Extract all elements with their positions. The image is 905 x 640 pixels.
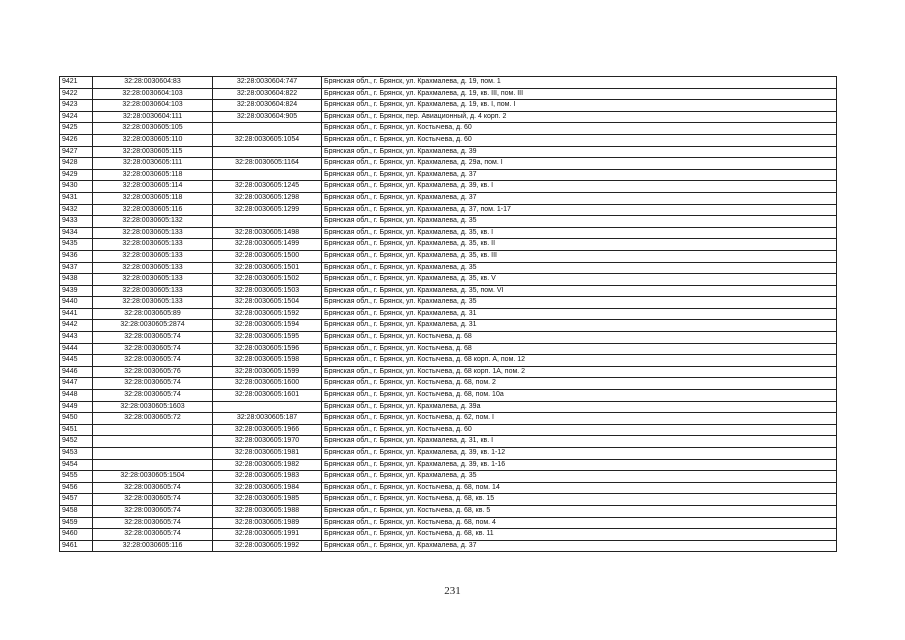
row-number-cell: 9457 xyxy=(60,494,93,506)
parcel-cadastral-number-cell: 32:28:0030605:133 xyxy=(93,297,213,309)
cadastral-registry-table xyxy=(59,76,837,552)
object-cadastral-number-cell: 32:28:0030605:1245 xyxy=(213,181,322,193)
table-row xyxy=(60,239,837,251)
address-cell: Брянская обл., г. Брянск, ул. Крахмалева, д. 37, пом. 1-17 xyxy=(322,204,837,216)
row-number-cell: 9438 xyxy=(60,274,93,286)
row-number-cell: 9437 xyxy=(60,262,93,274)
table-row xyxy=(60,482,837,494)
parcel-cadastral-number-cell: 32:28:0030605:89 xyxy=(93,308,213,320)
parcel-cadastral-number-cell: 32:28:0030605:74 xyxy=(93,390,213,402)
table-row xyxy=(60,100,837,112)
table-row xyxy=(60,285,837,297)
table-row xyxy=(60,355,837,367)
object-cadastral-number-cell: 32:28:0030605:1600 xyxy=(213,378,322,390)
parcel-cadastral-number-cell: 32:28:0030605:133 xyxy=(93,239,213,251)
table-row xyxy=(60,146,837,158)
row-number-cell: 9442 xyxy=(60,320,93,332)
address-cell: Брянская обл., г. Брянск, ул. Крахмалева, д. 31, кв. I xyxy=(322,436,837,448)
address-cell: Брянская обл., г. Брянск, ул. Костычева, д. 68, пом. 4 xyxy=(322,517,837,529)
row-number-cell: 9454 xyxy=(60,459,93,471)
object-cadastral-number-cell: 32:28:0030604:822 xyxy=(213,88,322,100)
parcel-cadastral-number-cell: 32:28:0030605:74 xyxy=(93,378,213,390)
address-cell: Брянская обл., г. Брянск, ул. Крахмалева, д. 35, пом. VI xyxy=(322,285,837,297)
table-row xyxy=(60,529,837,541)
object-cadastral-number-cell: 32:28:0030605:1985 xyxy=(213,494,322,506)
object-cadastral-number-cell: 32:28:0030604:824 xyxy=(213,100,322,112)
object-cadastral-number-cell: 32:28:0030605:1988 xyxy=(213,505,322,517)
object-cadastral-number-cell: 32:28:0030605:1499 xyxy=(213,239,322,251)
object-cadastral-number-cell: 32:28:0030605:1503 xyxy=(213,285,322,297)
object-cadastral-number-cell: 32:28:0030605:1970 xyxy=(213,436,322,448)
object-cadastral-number-cell: 32:28:0030605:1498 xyxy=(213,227,322,239)
object-cadastral-number-cell xyxy=(213,123,322,135)
table-row xyxy=(60,158,837,170)
address-cell: Брянская обл., г. Брянск, ул. Крахмалева, д. 31 xyxy=(322,320,837,332)
object-cadastral-number-cell: 32:28:0030605:1599 xyxy=(213,366,322,378)
row-number-cell: 9448 xyxy=(60,390,93,402)
row-number-cell: 9426 xyxy=(60,134,93,146)
row-number-cell: 9451 xyxy=(60,424,93,436)
address-cell: Брянская обл., г. Брянск, ул. Костычева, д. 68, пом. 10а xyxy=(322,390,837,402)
row-number-cell: 9423 xyxy=(60,100,93,112)
parcel-cadastral-number-cell: 32:28:0030605:105 xyxy=(93,123,213,135)
row-number-cell: 9439 xyxy=(60,285,93,297)
row-number-cell: 9460 xyxy=(60,529,93,541)
parcel-cadastral-number-cell: 32:28:0030605:1603 xyxy=(93,401,213,413)
object-cadastral-number-cell: 32:28:0030605:1966 xyxy=(213,424,322,436)
address-cell: Брянская обл., г. Брянск, ул. Костычева, д. 68 корп. 1А, пом. 2 xyxy=(322,366,837,378)
address-cell: Брянская обл., г. Брянск, ул. Крахмалева, д. 35 xyxy=(322,262,837,274)
parcel-cadastral-number-cell: 32:28:0030605:133 xyxy=(93,262,213,274)
object-cadastral-number-cell: 32:28:0030605:1601 xyxy=(213,390,322,402)
object-cadastral-number-cell: 32:28:0030605:1298 xyxy=(213,192,322,204)
parcel-cadastral-number-cell xyxy=(93,424,213,436)
table-row xyxy=(60,250,837,262)
object-cadastral-number-cell: 32:28:0030605:1982 xyxy=(213,459,322,471)
object-cadastral-number-cell: 32:28:0030604:747 xyxy=(213,77,322,89)
table-row xyxy=(60,505,837,517)
object-cadastral-number-cell: 32:28:0030605:1501 xyxy=(213,262,322,274)
row-number-cell: 9453 xyxy=(60,448,93,460)
table-row xyxy=(60,332,837,344)
table-row xyxy=(60,181,837,193)
address-cell: Брянская обл., г. Брянск, ул. Костычева, д. 68, кв. 11 xyxy=(322,529,837,541)
address-cell: Брянская обл., г. Брянск, ул. Крахмалева, д. 37 xyxy=(322,540,837,552)
row-number-cell: 9450 xyxy=(60,413,93,425)
object-cadastral-number-cell: 32:28:0030605:1984 xyxy=(213,482,322,494)
table-row xyxy=(60,77,837,89)
address-cell: Брянская обл., г. Брянск, ул. Крахмалева, д. 35, кв. V xyxy=(322,274,837,286)
registry-table-body xyxy=(60,77,837,552)
parcel-cadastral-number-cell: 32:28:0030604:111 xyxy=(93,111,213,123)
row-number-cell: 9432 xyxy=(60,204,93,216)
object-cadastral-number-cell xyxy=(213,169,322,181)
parcel-cadastral-number-cell: 32:28:0030605:74 xyxy=(93,332,213,344)
object-cadastral-number-cell xyxy=(213,146,322,158)
address-cell: Брянская обл., г. Брянск, ул. Крахмалева, д. 19, кв. III, пом. III xyxy=(322,88,837,100)
row-number-cell: 9430 xyxy=(60,181,93,193)
parcel-cadastral-number-cell: 32:28:0030605:111 xyxy=(93,158,213,170)
row-number-cell: 9431 xyxy=(60,192,93,204)
table-row xyxy=(60,216,837,228)
parcel-cadastral-number-cell: 32:28:0030605:76 xyxy=(93,366,213,378)
table-row xyxy=(60,262,837,274)
object-cadastral-number-cell: 32:28:0030605:1504 xyxy=(213,297,322,309)
row-number-cell: 9455 xyxy=(60,471,93,483)
table-row xyxy=(60,308,837,320)
address-cell: Брянская обл., г. Брянск, ул. Костычева, д. 68 xyxy=(322,332,837,344)
parcel-cadastral-number-cell: 32:28:0030605:72 xyxy=(93,413,213,425)
object-cadastral-number-cell: 32:28:0030605:1595 xyxy=(213,332,322,344)
address-cell: Брянская обл., г. Брянск, ул. Костычева, д. 68, кв. 15 xyxy=(322,494,837,506)
row-number-cell: 9422 xyxy=(60,88,93,100)
address-cell: Брянская обл., г. Брянск, ул. Крахмалева, д. 35, кв. I xyxy=(322,227,837,239)
address-cell: Брянская обл., г. Брянск, ул. Костычева, д. 68, кв. 5 xyxy=(322,505,837,517)
address-cell: Брянская обл., г. Брянск, ул. Крахмалева, д. 35 xyxy=(322,297,837,309)
row-number-cell: 9428 xyxy=(60,158,93,170)
parcel-cadastral-number-cell: 32:28:0030605:74 xyxy=(93,355,213,367)
parcel-cadastral-number-cell: 32:28:0030605:118 xyxy=(93,192,213,204)
address-cell: Брянская обл., г. Брянск, ул. Крахмалева, д. 39, кв. 1-12 xyxy=(322,448,837,460)
parcel-cadastral-number-cell: 32:28:0030604:103 xyxy=(93,88,213,100)
parcel-cadastral-number-cell: 32:28:0030605:110 xyxy=(93,134,213,146)
table-row xyxy=(60,123,837,135)
table-row xyxy=(60,343,837,355)
table-row xyxy=(60,494,837,506)
table-row xyxy=(60,413,837,425)
row-number-cell: 9459 xyxy=(60,517,93,529)
row-number-cell: 9421 xyxy=(60,77,93,89)
object-cadastral-number-cell: 32:28:0030605:1598 xyxy=(213,355,322,367)
address-cell: Брянская обл., г. Брянск, ул. Крахмалева, д. 39, кв. 1-16 xyxy=(322,459,837,471)
parcel-cadastral-number-cell: 32:28:0030605:133 xyxy=(93,274,213,286)
address-cell: Брянская обл., г. Брянск, ул. Костычева, д. 62, пом. I xyxy=(322,413,837,425)
table-row xyxy=(60,88,837,100)
row-number-cell: 9444 xyxy=(60,343,93,355)
row-number-cell: 9449 xyxy=(60,401,93,413)
object-cadastral-number-cell: 32:28:0030604:905 xyxy=(213,111,322,123)
row-number-cell: 9461 xyxy=(60,540,93,552)
object-cadastral-number-cell: 32:28:0030605:1983 xyxy=(213,471,322,483)
object-cadastral-number-cell: 32:28:0030605:1596 xyxy=(213,343,322,355)
row-number-cell: 9443 xyxy=(60,332,93,344)
address-cell: Брянская обл., г. Брянск, ул. Крахмалева, д. 37 xyxy=(322,169,837,181)
parcel-cadastral-number-cell: 32:28:0030605:133 xyxy=(93,285,213,297)
parcel-cadastral-number-cell: 32:28:0030605:116 xyxy=(93,540,213,552)
parcel-cadastral-number-cell: 32:28:0030605:74 xyxy=(93,343,213,355)
object-cadastral-number-cell: 32:28:0030605:1299 xyxy=(213,204,322,216)
table-row xyxy=(60,378,837,390)
parcel-cadastral-number-cell xyxy=(93,448,213,460)
address-cell: Брянская обл., г. Брянск, ул. Костычева, д. 60 xyxy=(322,424,837,436)
table-row xyxy=(60,517,837,529)
address-cell: Брянская обл., г. Брянск, ул. Костычева, д. 68, пом. 2 xyxy=(322,378,837,390)
address-cell: Брянская обл., г. Брянск, ул. Крахмалева, д. 31 xyxy=(322,308,837,320)
address-cell: Брянская обл., г. Брянск, ул. Костычева, д. 60 xyxy=(322,123,837,135)
parcel-cadastral-number-cell: 32:28:0030605:2874 xyxy=(93,320,213,332)
object-cadastral-number-cell: 32:28:0030605:1054 xyxy=(213,134,322,146)
address-cell: Брянская обл., г. Брянск, ул. Костычева, д. 68 корп. А, пом. 12 xyxy=(322,355,837,367)
object-cadastral-number-cell: 32:28:0030605:1992 xyxy=(213,540,322,552)
table-row xyxy=(60,204,837,216)
table-row xyxy=(60,366,837,378)
table-row xyxy=(60,459,837,471)
address-cell: Брянская обл., г. Брянск, ул. Крахмалева, д. 39 xyxy=(322,146,837,158)
table-row xyxy=(60,274,837,286)
object-cadastral-number-cell: 32:28:0030605:1592 xyxy=(213,308,322,320)
parcel-cadastral-number-cell xyxy=(93,436,213,448)
object-cadastral-number-cell xyxy=(213,401,322,413)
row-number-cell: 9435 xyxy=(60,239,93,251)
object-cadastral-number-cell: 32:28:0030605:1164 xyxy=(213,158,322,170)
table-row xyxy=(60,390,837,402)
address-cell: Брянская обл., г. Брянск, ул. Крахмалева, д. 39, кв. I xyxy=(322,181,837,193)
row-number-cell: 9427 xyxy=(60,146,93,158)
parcel-cadastral-number-cell: 32:28:0030605:118 xyxy=(93,169,213,181)
parcel-cadastral-number-cell: 32:28:0030605:74 xyxy=(93,482,213,494)
address-cell: Брянская обл., г. Брянск, ул. Крахмалева, д. 19, кв. I, пом. I xyxy=(322,100,837,112)
parcel-cadastral-number-cell: 32:28:0030605:115 xyxy=(93,146,213,158)
table-row xyxy=(60,471,837,483)
row-number-cell: 9434 xyxy=(60,227,93,239)
parcel-cadastral-number-cell: 32:28:0030605:132 xyxy=(93,216,213,228)
row-number-cell: 9458 xyxy=(60,505,93,517)
row-number-cell: 9445 xyxy=(60,355,93,367)
parcel-cadastral-number-cell: 32:28:0030605:116 xyxy=(93,204,213,216)
parcel-cadastral-number-cell: 32:28:0030605:74 xyxy=(93,517,213,529)
table-row xyxy=(60,297,837,309)
table-row xyxy=(60,401,837,413)
address-cell: Брянская обл., г. Брянск, ул. Костычева, д. 68, пом. 14 xyxy=(322,482,837,494)
address-cell: Брянская обл., г. Брянск, ул. Крахмалева, д. 35 xyxy=(322,471,837,483)
row-number-cell: 9424 xyxy=(60,111,93,123)
object-cadastral-number-cell xyxy=(213,216,322,228)
row-number-cell: 9436 xyxy=(60,250,93,262)
address-cell: Брянская обл., г. Брянск, ул. Крахмалева, д. 19, пом. 1 xyxy=(322,77,837,89)
table-row xyxy=(60,134,837,146)
row-number-cell: 9447 xyxy=(60,378,93,390)
object-cadastral-number-cell: 32:28:0030605:1991 xyxy=(213,529,322,541)
table-row xyxy=(60,320,837,332)
address-cell: Брянская обл., г. Брянск, ул. Крахмалева, д. 29а, пом. I xyxy=(322,158,837,170)
object-cadastral-number-cell: 32:28:0030605:1594 xyxy=(213,320,322,332)
row-number-cell: 9440 xyxy=(60,297,93,309)
row-number-cell: 9446 xyxy=(60,366,93,378)
address-cell: Брянская обл., г. Брянск, ул. Крахмалева, д. 35 xyxy=(322,216,837,228)
parcel-cadastral-number-cell xyxy=(93,459,213,471)
parcel-cadastral-number-cell: 32:28:0030605:74 xyxy=(93,494,213,506)
row-number-cell: 9429 xyxy=(60,169,93,181)
page-number: 231 xyxy=(444,585,461,597)
object-cadastral-number-cell: 32:28:0030605:1502 xyxy=(213,274,322,286)
address-cell: Брянская обл., г. Брянск, ул. Крахмалева, д. 37 xyxy=(322,192,837,204)
object-cadastral-number-cell: 32:28:0030605:1500 xyxy=(213,250,322,262)
parcel-cadastral-number-cell: 32:28:0030604:83 xyxy=(93,77,213,89)
address-cell: Брянская обл., г. Брянск, ул. Крахмалева, д. 39а xyxy=(322,401,837,413)
table-row xyxy=(60,169,837,181)
address-cell: Брянская обл., г. Брянск, ул. Крахмалева, д. 35, кв. III xyxy=(322,250,837,262)
table-row xyxy=(60,540,837,552)
parcel-cadastral-number-cell: 32:28:0030605:114 xyxy=(93,181,213,193)
parcel-cadastral-number-cell: 32:28:0030605:74 xyxy=(93,529,213,541)
object-cadastral-number-cell: 32:28:0030605:1981 xyxy=(213,448,322,460)
address-cell: Брянская обл., г. Брянск, пер. Авиационный, д. 4 корп. 2 xyxy=(322,111,837,123)
parcel-cadastral-number-cell: 32:28:0030605:1504 xyxy=(93,471,213,483)
table-row xyxy=(60,227,837,239)
address-cell: Брянская обл., г. Брянск, ул. Костычева, д. 68 xyxy=(322,343,837,355)
object-cadastral-number-cell: 32:28:0030605:1989 xyxy=(213,517,322,529)
table-row xyxy=(60,436,837,448)
address-cell: Брянская обл., г. Брянск, ул. Крахмалева, д. 35, кв. II xyxy=(322,239,837,251)
table-row xyxy=(60,111,837,123)
table-row xyxy=(60,424,837,436)
table-row xyxy=(60,448,837,460)
parcel-cadastral-number-cell: 32:28:0030605:74 xyxy=(93,505,213,517)
address-cell: Брянская обл., г. Брянск, ул. Костычева, д. 60 xyxy=(322,134,837,146)
table-row xyxy=(60,192,837,204)
row-number-cell: 9433 xyxy=(60,216,93,228)
parcel-cadastral-number-cell: 32:28:0030605:133 xyxy=(93,250,213,262)
row-number-cell: 9456 xyxy=(60,482,93,494)
parcel-cadastral-number-cell: 32:28:0030604:103 xyxy=(93,100,213,112)
object-cadastral-number-cell: 32:28:0030605:187 xyxy=(213,413,322,425)
parcel-cadastral-number-cell: 32:28:0030605:133 xyxy=(93,227,213,239)
row-number-cell: 9441 xyxy=(60,308,93,320)
row-number-cell: 9452 xyxy=(60,436,93,448)
row-number-cell: 9425 xyxy=(60,123,93,135)
